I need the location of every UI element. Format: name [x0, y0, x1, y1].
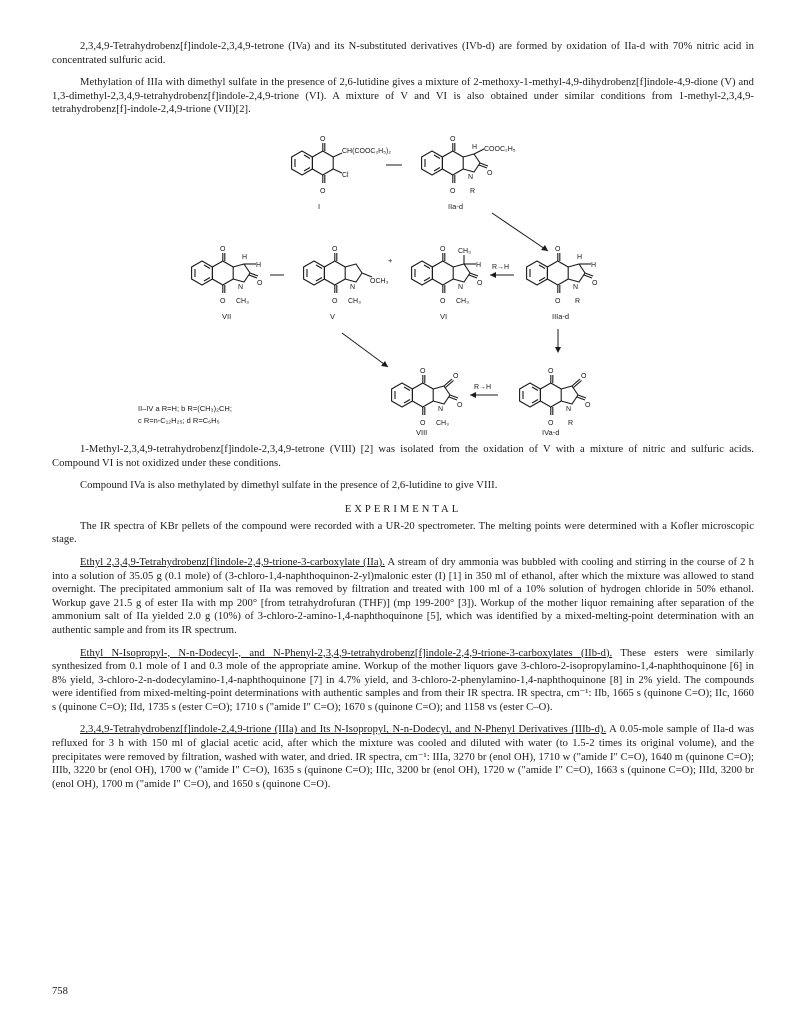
label-VI: VI [440, 311, 448, 321]
atom-n: N [350, 283, 356, 291]
page-number: 758 [52, 986, 68, 997]
atom-o-lactam: O [477, 279, 483, 287]
legend-line-2: c R=n-C₁₂H₂₅; d R=C₆H₅ [138, 415, 220, 425]
arrow-V-to-VIII [342, 333, 388, 367]
atom-h: H [242, 253, 248, 261]
group-malonate: CH(COOC₂H₅)₂ [342, 147, 392, 155]
label-VIII: VIII [416, 427, 428, 437]
atom-o-top: O [555, 245, 561, 253]
structure-IVa-d [520, 368, 591, 427]
reaction-scheme-drawing [52, 123, 754, 443]
atom-o-top: O [420, 367, 426, 375]
paragraph-iib-d-synthesis [52, 647, 754, 715]
label-VII: VII [222, 311, 232, 321]
arrowhead [555, 347, 561, 353]
atom-o-bottom: O [450, 187, 456, 195]
paragraph-methylation: Methylation of IIIa with dimethyl sulfate in the presence of 2,6-lutidine gives a mixture of 2-methoxy-1-methyl-4,9-dihydrobenz[f]indole-4,9-dione (V) and 1,3-dimethyl-2,3,4,9-tetrahydrobenz[f]indole-2,4,9-trione (VI). A mixture of V and VI is also obtained under similar conditions from 1-methyl-2,3,4,9-tetrahydrobenz[f]-indole-2,4,9-trione (VII)[2]. [52, 77, 754, 116]
group-ch3: CH₃ [436, 419, 449, 427]
structure-V [304, 246, 389, 305]
group-ch3: CH₃ [236, 297, 249, 305]
atom-r: R [568, 419, 574, 427]
reagent-r-to-h-2: R→H [474, 383, 492, 391]
structure-IIIa-d [527, 246, 598, 305]
atom-n: N [566, 405, 572, 413]
atom-o-keto: O [453, 372, 459, 380]
body-iib-d: These esters were similarly synthesized from 0.1 mole of I and 0.3 mole of the appropriate amine. Workup of the mother liquors gave 3-chloro-2-isopropylamino-1,4-naphthoquinone [6] in 8% yield, 3-chloro-2-n-dodecylamino-1,4-naphthoquinone [7] in 4.7% yield, and 3-chloro-2-phenylamino-1,4-naphthoquinone [8] in 2% yield. The compounds were identified from mixed-melting-point determinations with authentic samples and from their IR spectra. IR spectra, cm⁻¹: IIb, 1665 s (quinone C=O); IIc, 1660 s (quinone C=O); IId, 1735 s (ester C=O); 1710 s ("amide I" C=O); 1670 s (quinone C=O); and 1158 vs (ester C–O). [52, 647, 755, 713]
plus-sign: + [388, 255, 393, 265]
subheading-iiia-d: 2,3,4,9-Tetrahydrobenz[f]indole-2,4,9-trione (IIIa) and Its N-Isopropyl, N-n-Dodecyl, and N-Phenyl Derivatives (IIIb-d). [80, 724, 607, 736]
atom-o-bottom: O [220, 297, 226, 305]
arrowhead [381, 361, 388, 367]
atom-o-lactam: O [585, 401, 591, 409]
label-IVa-d: IVa-d [542, 427, 560, 437]
atom-o-top: O [332, 245, 338, 253]
atom-n: N [468, 173, 474, 181]
atom-h-2: H [591, 261, 597, 269]
paragraph-ir-methods: The IR spectra of KBr pellets of the compound were recorded with a UR-20 spectrometer. The melting points were determined with a Kofler microscopic stage. [52, 520, 754, 546]
paper-page [52, 40, 754, 791]
structure-IIa-d [422, 136, 516, 195]
atom-n: N [458, 283, 464, 291]
label-V: V [330, 311, 336, 321]
atom-o-top: O [440, 245, 446, 253]
atom-n: N [438, 405, 444, 413]
label-IIIa-d: IIIa-d [552, 311, 570, 321]
group-och3: OCH₃ [370, 277, 389, 285]
atom-o-bottom: O [320, 187, 326, 195]
atom-n: N [238, 283, 244, 291]
arrow-IIa-to-IIIa [492, 213, 548, 251]
reaction-scheme [52, 123, 754, 443]
group-ch3: CH₃ [348, 297, 361, 305]
group-ch3-top: CH₃ [458, 247, 471, 255]
atom-r: R [470, 187, 476, 195]
atom-h: H [472, 143, 478, 151]
atom-o-top: O [320, 135, 326, 143]
label-I: I [318, 201, 321, 211]
paragraph-iiia-d-synthesis [52, 723, 754, 791]
atom-r: R [575, 297, 581, 305]
arrowhead [470, 392, 476, 398]
structure-VI [412, 246, 483, 305]
legend-line-1: II–IV a R=H; b R=(CH₃)₂CH; [138, 403, 232, 413]
label-IIa-d: IIa-d [448, 201, 464, 211]
atom-o-bottom: O [548, 419, 554, 427]
arrowhead [490, 272, 496, 278]
atom-o-lactam: O [257, 279, 263, 287]
atom-o-lactam: O [457, 401, 463, 409]
group-cl: Cl [342, 171, 349, 179]
paragraph-oxidation: 2,3,4,9-Tetrahydrobenz[f]indole-2,3,4,9-tetrone (IVa) and its N-substituted derivatives (IVb-d) are formed by oxidation of IIa-d with 70% nitric acid in concentrated sulfuric acid. [52, 41, 754, 66]
reagent-r-to-h-1: R→H [492, 263, 510, 271]
atom-o-lactam: O [592, 279, 598, 287]
atom-h: H [476, 261, 482, 269]
group-ch3: CH₃ [456, 297, 469, 305]
atom-o-bottom: O [420, 419, 426, 427]
body-iiia-d: A 0.05-mole sample of IIa-d was refluxed for 3 h with 150 ml of glacial acetic acid, after which the mixture was cooled and diluted with water (to 1.5-2 times its original volume), and the precipitates were removed by filtration, washed with water, and dried. IR spectra, cm⁻¹: IIIa, 3270 br (enol OH), 1710 w ("amide I" C=O), 1640 m (quinone C=O); IIIb, 3220 br (enol OH), 1700 w ("amide I" C=O), 1635 s (quinone C=O); IIIc, 3200 br (enol OH), 1720 w ("amide I" C=O), 1663 s (quinone C=O); IIId, 3200 br (enol OH), 1700 m ("amide I" C=O), and 1650 s (quinone C=O). [52, 724, 754, 790]
atom-o-lactam: O [487, 169, 493, 177]
atom-h: H [577, 253, 583, 261]
atom-n: N [573, 283, 579, 291]
atom-o-top: O [220, 245, 226, 253]
subheading-iia: Ethyl 2,3,4,9-Tetrahydrobenz[f]indole-2,4,9-trione-3-carboxylate (IIa). [80, 556, 385, 568]
group-ester: COOC₂H₅ [484, 145, 516, 153]
arrowhead [541, 245, 548, 251]
subheading-iib-d: Ethyl N-Isopropyl-, N-n-Dodecyl-, and N-Phenyl-2,3,4,9-tetrahydrobenz[f]indole-2,4,9-trione-3-carboxylates (IIb-d). [80, 647, 613, 659]
paragraph-iva-methylation: Compound IVa is also methylated by dimethyl sulfate in the presence of 2,6-lutidine to give VIII. [80, 480, 498, 492]
structure-VII [192, 246, 263, 305]
atom-o-top: O [450, 135, 456, 143]
atom-h-2: H [256, 261, 262, 269]
atom-o-top: O [548, 367, 554, 375]
structure-VIII [392, 368, 463, 427]
atom-o-bottom: O [440, 297, 446, 305]
atom-o-keto: O [581, 372, 587, 380]
atom-o-bottom: O [332, 297, 338, 305]
paragraph-iia-synthesis [52, 556, 754, 638]
structure-I [292, 136, 392, 195]
body-iia: A stream of dry ammonia was bubbled with cooling and stirring in the course of 2 h into a solution of 35.05 g (0.1 mole) of (3-chloro-1,4-naphthoquinon-2-yl)malonic ester (I) [1] in 350 ml of ethanol, after which the mixture was allowed to stand overnight. The precipitated ammonium salt of IIa was removed by filtration and treated with 100 ml of a 10% solution of hydrogen chloride in 50% ethanol. Workup gave 21.5 g of ester IIa with mp 200° [from tetrahydrofuran (THF)] (mp 199-200° [3]). Workup of the mother liquor remaining after separation of the ammonium salt of IIa yielded 2.0 g (10%) of 3-chloro-2-amino-1,4-naphthoquinone [5], which was identified by a mixed-melting-point determination with an authentic sample and from its IR spectrum. [52, 556, 754, 636]
section-heading-experimental: EXPERIMENTAL [344, 503, 462, 515]
paragraph-viii-isolation: 1-Methyl-2,3,4,9-tetrahydrobenz[f]indole-2,3,4,9-tetrone (VIII) [2] was isolated from the oxidation of V with a mixture of nitric and sulfuric acids. Compound VI is not oxidized under these conditions. [52, 443, 754, 469]
atom-o-bottom: O [555, 297, 561, 305]
